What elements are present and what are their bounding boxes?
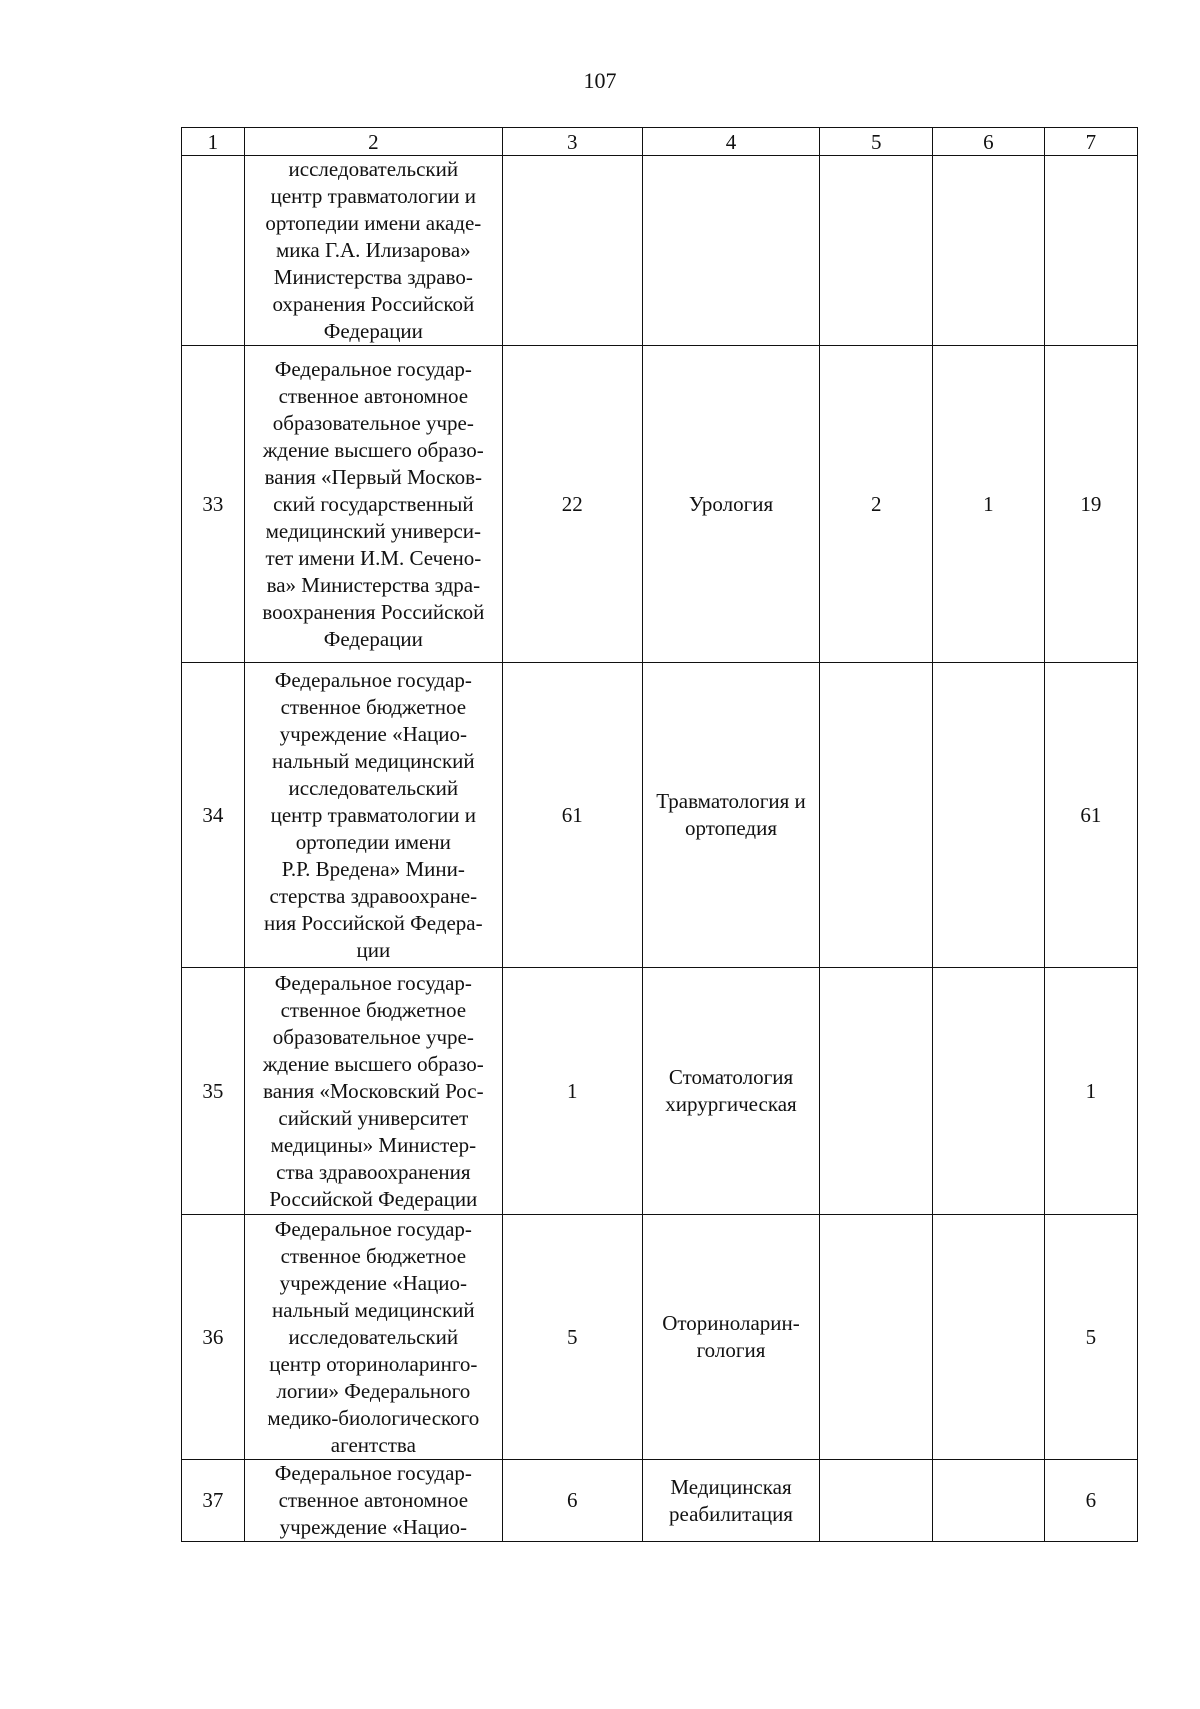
column-6-value <box>933 663 1045 968</box>
column-header-row <box>182 128 1138 156</box>
column-6-value <box>933 968 1045 1215</box>
column-7-value: 19 <box>1044 346 1137 663</box>
institution-name: Федеральное государ- ственное бюджетное учреждение «Нацио- нальный медицинский исследовательский центр травматологии и ортопедии имени Р.Р. Вредена» Мини- стерства здравоохране- ния Российской Федера- ции <box>244 663 502 968</box>
quota-value: 1 <box>502 968 642 1215</box>
row-number: 34 <box>182 663 245 968</box>
column-header: 7 <box>1044 128 1137 156</box>
column-6-value <box>933 1460 1045 1542</box>
institution-name: Федеральное государ- ственное автономное учреждение «Нацио- <box>244 1460 502 1542</box>
column-header: 3 <box>502 128 642 156</box>
specialty: Оториноларин- гология <box>642 1215 820 1460</box>
quota-value: 22 <box>502 346 642 663</box>
table-row <box>182 346 1138 663</box>
table-row <box>182 156 1138 346</box>
specialty: Медицинская реабилитация <box>642 1460 820 1542</box>
quota-value: 5 <box>502 1215 642 1460</box>
quota-value: 61 <box>502 663 642 968</box>
column-5-value <box>820 1460 933 1542</box>
column-7-value: 1 <box>1044 968 1137 1215</box>
table-row <box>182 1460 1138 1542</box>
allocation-table <box>181 127 1138 1542</box>
column-7-value: 61 <box>1044 663 1137 968</box>
quota-value: 6 <box>502 1460 642 1542</box>
specialty: Травматология и ортопедия <box>642 663 820 968</box>
row-number: 37 <box>182 1460 245 1542</box>
table-row <box>182 1215 1138 1460</box>
column-7-value: 6 <box>1044 1460 1137 1542</box>
column-6-value <box>933 1215 1045 1460</box>
specialty: Урология <box>642 346 820 663</box>
row-number: 33 <box>182 346 245 663</box>
column-6-value <box>933 156 1045 346</box>
institution-name: Федеральное государ- ственное автономное образовательное учре- ждение высшего образо- вания «Первый Москов- ский государственный медицинский универси- тет имени И.М. Сечено- ва» Министерства здра- воохранения Российской Федерации <box>244 346 502 663</box>
column-6-value: 1 <box>933 346 1045 663</box>
page-number: 107 <box>583 68 617 93</box>
column-header: 1 <box>182 128 245 156</box>
row-number <box>182 156 245 346</box>
institution-name: исследовательский центр травматологии и ортопедии имени акаде- мика Г.А. Илизарова» Министерства здраво- охранения Российской Федерации <box>244 156 502 346</box>
specialty <box>642 156 820 346</box>
quota-value <box>502 156 642 346</box>
column-header: 2 <box>244 128 502 156</box>
column-5-value <box>820 968 933 1215</box>
institution-name: Федеральное государ- ственное бюджетное учреждение «Нацио- нальный медицинский исследовательский центр оториноларинго- логии» Федерального медико-биологического агентства <box>244 1215 502 1460</box>
column-7-value <box>1044 156 1137 346</box>
column-5-value <box>820 663 933 968</box>
institution-name: Федеральное государ- ственное бюджетное образовательное учре- ждение высшего образо- вания «Московский Рос- сийский университет медицины» Министер- ства здравоохранения Российской Федерации <box>244 968 502 1215</box>
column-header: 5 <box>820 128 933 156</box>
column-5-value <box>820 1215 933 1460</box>
column-7-value: 5 <box>1044 1215 1137 1460</box>
table-row <box>182 968 1138 1215</box>
column-header: 6 <box>933 128 1045 156</box>
column-5-value: 2 <box>820 346 933 663</box>
column-header: 4 <box>642 128 820 156</box>
row-number: 36 <box>182 1215 245 1460</box>
row-number: 35 <box>182 968 245 1215</box>
specialty: Стоматология хирургическая <box>642 968 820 1215</box>
column-5-value <box>820 156 933 346</box>
table-row <box>182 663 1138 968</box>
